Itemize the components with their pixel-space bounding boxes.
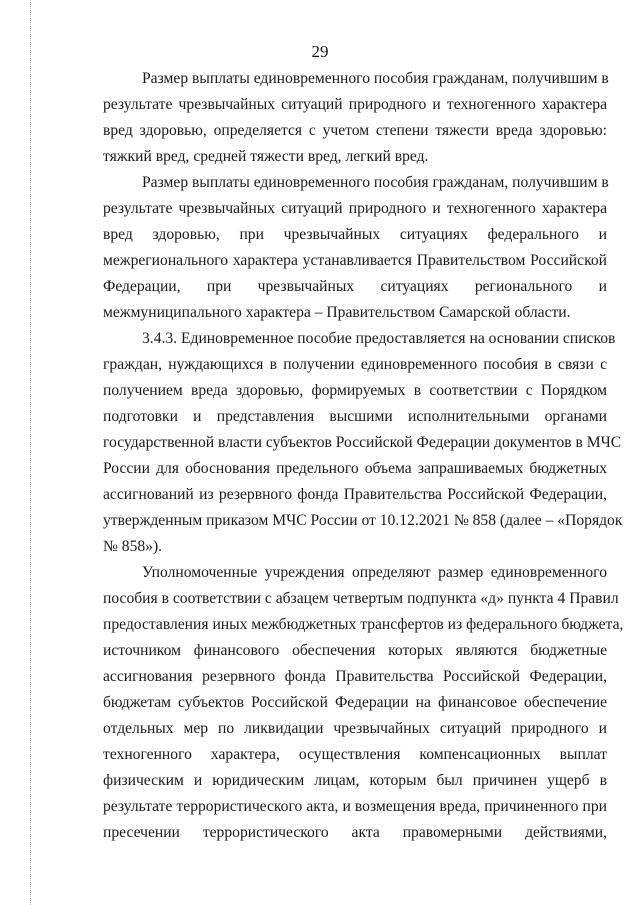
text-line: пособия в соответствии с абзацем четвертым подпункта «д» пункта 4 Правил (103, 590, 619, 607)
text-line: 3.4.3. Единовременное пособие предоставляется на основании списков (142, 330, 616, 347)
text-line: результате террористического акта, и возмещения вреда, причиненного при (103, 798, 607, 815)
text-line: результате чрезвычайных ситуаций природного и техногенного характера (103, 96, 607, 113)
text-line: вред здоровью, при чрезвычайных ситуациях федерального и (103, 226, 607, 243)
paragraph (103, 560, 624, 846)
text-line: предоставления иных межбюджетных трансфертов из федерального бюджета, (103, 616, 624, 633)
paragraph (103, 66, 607, 170)
text-line: подготовки и представления высшими исполнительными органами (103, 408, 607, 425)
text-line: тяжкий вред, средней тяжести вред, легкий вред. (103, 148, 429, 165)
text-line: ассигнования резервного фонда Правительства Российской Федерации, (103, 668, 607, 685)
text-line: физическим и юридическим лицам, которым был причинен ущерб в (103, 772, 607, 789)
text-line: ассигнований из резервного фонда Правительства Российской Федерации, (103, 486, 607, 503)
text-line: Федерации, при чрезвычайных ситуациях регионального и (103, 278, 607, 295)
text-line: Размер выплаты единовременного пособия гражданам, получившим в (142, 174, 609, 191)
text-line: источником финансового обеспечения которых являются бюджетные (103, 642, 607, 659)
text-line: вред здоровью, определяется с учетом степени тяжести вреда здоровью: (103, 122, 607, 139)
text-line: граждан, нуждающихся в получении единовременного пособия в связи с (103, 356, 607, 373)
page-number: 29 (311, 42, 329, 61)
text-line: результате чрезвычайных ситуаций природного и техногенного характера (103, 200, 607, 217)
text-line: утвержденным приказом МЧС России от 10.12.2021 № 858 (далее – «Порядок (103, 512, 623, 529)
text-line: Уполномоченные учреждения определяют размер единовременного (142, 564, 607, 581)
text-line: № 858»). (103, 538, 163, 555)
text-line: пресечении террористического акта правомерными действиями, (103, 824, 607, 841)
page-binding-edge (30, 0, 31, 905)
paragraph (103, 326, 623, 560)
text-line: бюджетам субъектов Российской Федерации на финансовое обеспечение (103, 694, 607, 711)
text-line: России для обоснования предельного объема запрашиваемых бюджетных (103, 460, 607, 477)
text-line: государственной власти субъектов Российской Федерации документов в МЧС (103, 434, 622, 451)
text-line: техногенного характера, осуществления компенсационных выплат (103, 746, 607, 763)
text-line: Размер выплаты единовременного пособия гражданам, получившим в (142, 70, 609, 87)
text-line: получением вреда здоровью, формируемых в соответствии с Порядком (103, 382, 607, 399)
text-line: межрегионального характера устанавливается Правительством Российской (103, 252, 607, 269)
text-line: межмуниципального характера – Правительством Самарской области. (103, 304, 571, 321)
paragraph (103, 170, 607, 326)
text-line: отдельных мер по ликвидации чрезвычайных ситуаций природного и (103, 720, 607, 737)
